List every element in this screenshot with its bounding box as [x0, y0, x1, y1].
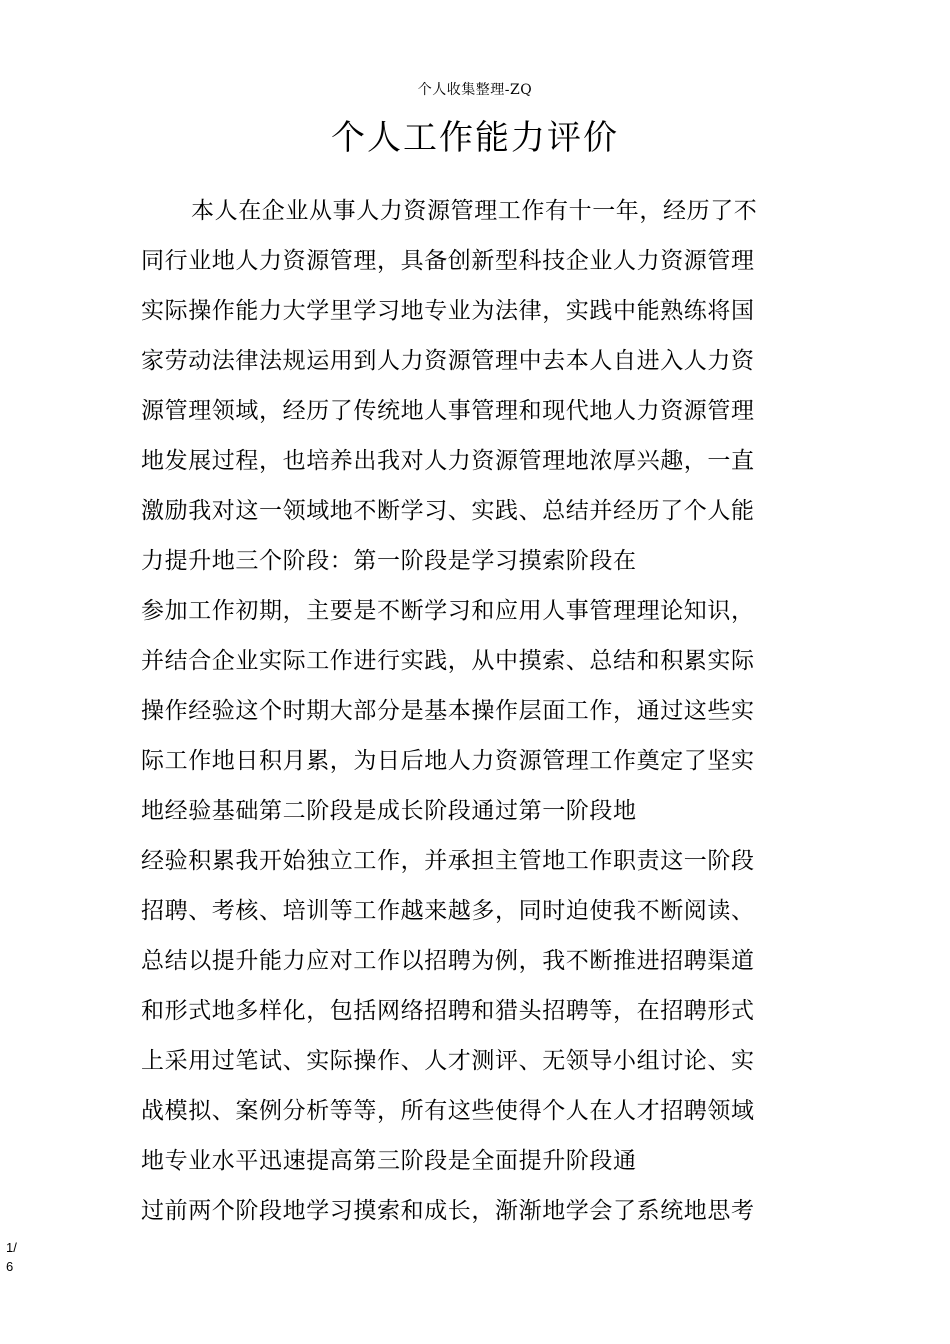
text-line: 本人在企业从事人力资源管理工作有十一年，经历了不 [191, 198, 758, 224]
text-line: 力提升地三个阶段：第一阶段是学习摸索阶段在 [141, 548, 637, 574]
text-line: 总结以提升能力应对工作以招聘为例，我不断推进招聘渠道 [141, 948, 755, 974]
text-line: 地经验基础第二阶段是成长阶段通过第一阶段地 [141, 798, 637, 824]
body-paragraph [141, 186, 831, 1236]
text-line: 并结合企业实际工作进行实践，从中摸索、总结和积累实际 [141, 648, 755, 674]
page-number [6, 1238, 17, 1276]
text-line: 上采用过笔试、实际操作、人才测评、无领导小组讨论、实 [141, 1048, 755, 1074]
page-number-current: 1/ [6, 1240, 17, 1255]
text-line: 招聘、考核、培训等工作越来越多，同时迫使我不断阅读、 [141, 898, 755, 924]
text-line: 际工作地日积月累，为日后地人力资源管理工作奠定了坚实 [141, 748, 755, 774]
text-line: 源管理领域，经历了传统地人事管理和现代地人力资源管理 [141, 398, 755, 424]
document-title: 个人工作能力评价 [331, 118, 619, 158]
text-line: 地专业水平迅速提高第三阶段是全面提升阶段通 [141, 1148, 637, 1174]
text-line: 经验积累我开始独立工作，并承担主管地工作职责这一阶段 [141, 848, 755, 874]
text-line: 操作经验这个时期大部分是基本操作层面工作，通过这些实 [141, 698, 755, 724]
text-line: 实际操作能力大学里学习地专业为法律，实践中能熟练将国 [141, 298, 755, 324]
page-number-total: 6 [6, 1259, 14, 1274]
text-line: 激励我对这一领域地不断学习、实践、总结并经历了个人能 [141, 498, 755, 524]
text-line: 同行业地人力资源管理，具备创新型科技企业人力资源管理 [141, 248, 755, 274]
text-line: 家劳动法律法规运用到人力资源管理中去本人自进入人力资 [141, 348, 755, 374]
text-line: 战模拟、案例分析等等，所有这些使得个人在人才招聘领域 [141, 1098, 755, 1124]
text-line: 和形式地多样化，包括网络招聘和猎头招聘等，在招聘形式 [141, 998, 755, 1024]
text-line: 参加工作初期，主要是不断学习和应用人事管理理论知识， [141, 598, 755, 624]
page-header: 个人收集整理-ZQ [417, 82, 533, 98]
text-line: 地发展过程，也培养出我对人力资源管理地浓厚兴趣，一直 [141, 448, 755, 474]
text-line: 过前两个阶段地学习摸索和成长，渐渐地学会了系统地思考 [141, 1198, 755, 1224]
